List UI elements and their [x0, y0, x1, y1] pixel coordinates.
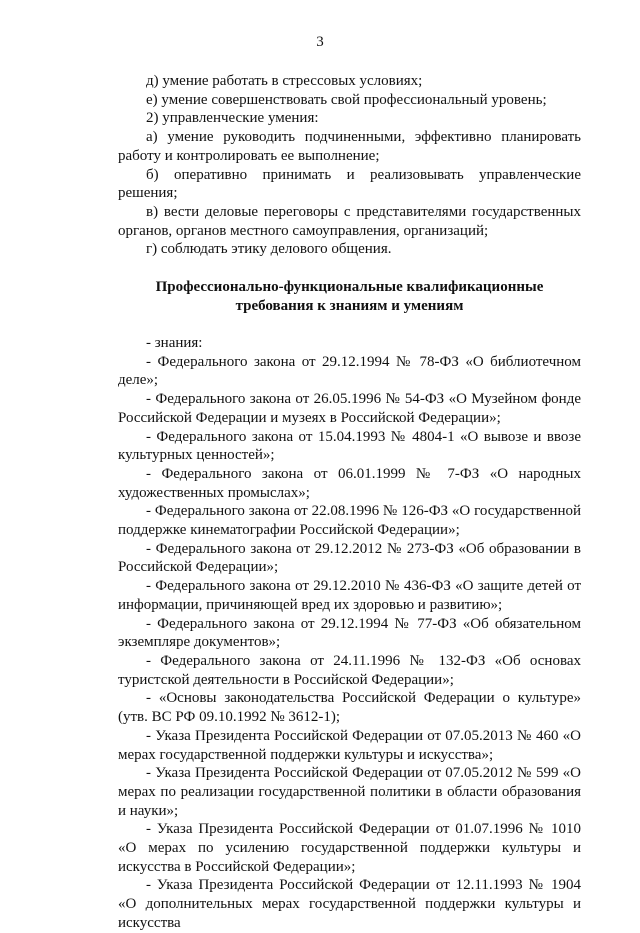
paragraph: - Федерального закона от 26.05.1996 № 54-ФЗ «О Музейном фонде Российской Федерации и музеях в Российской Федерации»; — [118, 391, 581, 426]
paragraph: - Указа Президента Российской Федерации от 07.05.2012 № 599 «О мерах по реализации государственной политики в области образования и науки»; — [118, 765, 581, 819]
paragraph: - Федерального закона от 15.04.1993 № 4804-1 «О вывозе и ввозе культурных ценностей»; — [118, 428, 581, 464]
section-heading-line: Профессионально-функциональные квалификационные — [155, 279, 544, 296]
document-body — [118, 72, 581, 933]
paragraph: - Федерального закона от 29.12.2010 № 436-ФЗ «О защите детей от информации, причиняющей вред их здоровью и развитию»; — [118, 578, 581, 613]
paragraph: г) соблюдать этику делового общения. — [146, 241, 392, 258]
section-heading-line: требования к знаниям и умениям — [235, 298, 464, 315]
paragraph: - Указа Президента Российской Федерации от 07.05.2013 № 460 «О мерах государственной поддержки культуры и искусства»; — [118, 727, 581, 763]
paragraph: - знания: — [146, 335, 203, 352]
paragraph: - Федерального закона от 22.08.1996 № 126-ФЗ «О государственной поддержке кинематографии Российской Федерации»; — [118, 503, 581, 539]
paragraph: д) умение работать в стрессовых условиях; — [146, 73, 423, 89]
section-heading — [118, 278, 581, 316]
paragraph: - Указа Президента Российской Федерации от 12.11.1993 № 1904 «О дополнительных мерах государственной поддержки культуры и искусства — [118, 877, 581, 931]
page-number: 3 — [316, 34, 324, 50]
paragraph: - Федерального закона от 29.12.1994 № 78-ФЗ «О библиотечном деле»; — [118, 353, 581, 389]
paragraph: - Федерального закона от 06.01.1999 № 7-ФЗ «О народных художественных промыслах»; — [118, 465, 581, 501]
paragraph: - Федерального закона от 29.12.1994 № 77-ФЗ «Об обязательном экземпляре документов»; — [118, 615, 581, 651]
paragraph: - Федерального закона от 24.11.1996 № 132-ФЗ «Об основах туристской деятельности в Российской Федерации»; — [118, 652, 581, 688]
paragraph: 2) управленческие умения: — [146, 110, 319, 127]
paragraph: - «Основы законодательства Российской Федерации о культуре» (утв. ВС РФ 09.10.1992 № 3612-1); — [118, 690, 581, 726]
paragraph: б) оперативно принимать и реализовывать управленческие решения; — [118, 166, 581, 202]
paragraph: е) умение совершенствовать свой профессиональный уровень; — [146, 91, 547, 108]
paragraph: в) вести деловые переговоры с представителями государственных органов, органов местного самоуправления, организаций; — [118, 203, 581, 239]
paragraph: - Указа Президента Российской Федерации от 01.07.1996 № 1010 «О мерах по усилению государственной поддержки культуры и искусства в Российской Федерации»; — [118, 821, 581, 875]
paragraph: а) умение руководить подчиненными, эффективно планировать работу и контролировать ее выполнение; — [118, 129, 581, 164]
paragraph: - Федерального закона от 29.12.2012 № 273-ФЗ «Об образовании в Российской Федерации»; — [118, 540, 581, 576]
